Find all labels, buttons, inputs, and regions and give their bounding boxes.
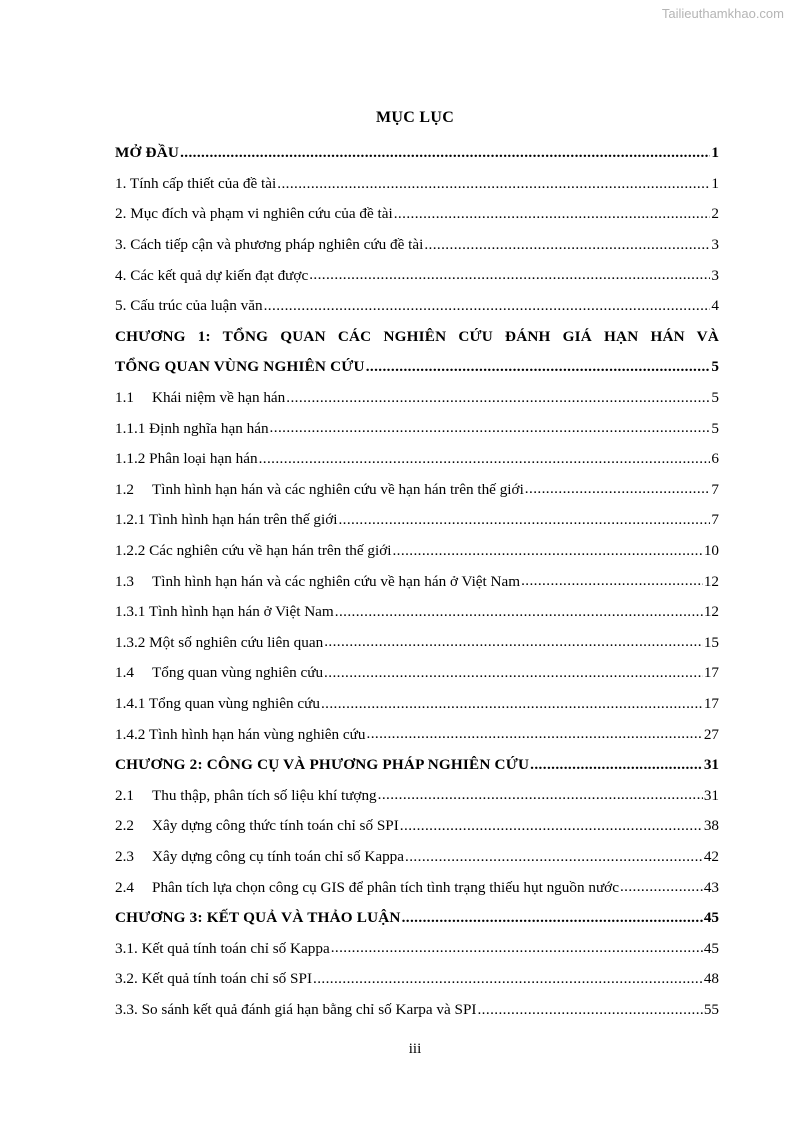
toc-entry-title: 1.3.1 Tình hình hạn hán ở Việt Nam bbox=[115, 603, 334, 621]
toc-entry-title: 1.4.1 Tổng quan vùng nghiên cứu bbox=[115, 694, 320, 712]
toc-page-number: 4 bbox=[711, 297, 719, 315]
toc-entry bbox=[115, 811, 719, 842]
toc-dot-leader bbox=[477, 1002, 702, 1019]
toc-entry bbox=[115, 536, 719, 567]
toc-entry-number: 1.3 bbox=[115, 572, 134, 590]
toc-page-number: 48 bbox=[703, 970, 719, 988]
toc-page-number: 27 bbox=[703, 725, 719, 743]
toc-entry-label: Phân tích lựa chọn công cụ GIS để phân tích tình trạng thiếu hụt nguồn nước bbox=[152, 878, 619, 896]
toc-entry bbox=[115, 444, 719, 475]
toc-dot-leader bbox=[530, 757, 703, 774]
toc-entry-number: 1.4 bbox=[115, 664, 134, 682]
toc-entry bbox=[115, 199, 719, 230]
toc-entry-title bbox=[115, 481, 524, 499]
toc-entry-title: 1.3.2 Một số nghiên cứu liên quan bbox=[115, 633, 324, 651]
toc-entry-title: 5. Cấu trúc của luận văn bbox=[115, 297, 263, 315]
toc-entry-title: 4. Các kết quả dự kiến đạt được bbox=[115, 266, 309, 284]
toc-dot-leader bbox=[264, 298, 711, 315]
toc-entry-title: 3.1. Kết quả tính toán chỉ số Kappa bbox=[115, 939, 330, 957]
toc-entry bbox=[115, 995, 719, 1026]
toc-page-number: 5 bbox=[711, 419, 719, 437]
toc-entry-title: 3. Cách tiếp cận và phương pháp nghiên cứu đề tài bbox=[115, 236, 424, 254]
toc-dot-leader bbox=[338, 512, 710, 529]
toc-dot-leader bbox=[180, 145, 710, 162]
toc-entry-title: 1.1.2 Phân loại hạn hán bbox=[115, 450, 258, 468]
toc-entry bbox=[115, 475, 719, 506]
toc-dot-leader bbox=[366, 359, 711, 376]
toc-chapter-entry bbox=[115, 138, 719, 169]
toc-entry bbox=[115, 291, 719, 322]
watermark: Tailieuthamkhao.com bbox=[661, 6, 784, 21]
toc-entry-title bbox=[115, 664, 323, 682]
toc-entry bbox=[115, 413, 719, 444]
toc-page-number: 17 bbox=[703, 664, 719, 682]
toc-entry-number: 1.2 bbox=[115, 480, 134, 498]
toc-entry-label: Thu thập, phân tích số liệu khí tượng bbox=[152, 786, 377, 804]
toc-page-number: 1 bbox=[711, 174, 719, 192]
toc-entry-label: Xây dựng công cụ tính toán chỉ số Kappa bbox=[152, 847, 405, 865]
toc-entry bbox=[115, 872, 719, 903]
toc-entry-title: CHƯƠNG 1: TỔNG QUAN CÁC NGHIÊN CỨU ĐÁNH GIÁ HẠN HÁN VÀ bbox=[115, 327, 719, 345]
toc-dot-leader bbox=[324, 665, 703, 682]
toc-page-number: 12 bbox=[703, 572, 719, 590]
toc-page-number: 6 bbox=[711, 450, 719, 468]
toc-entry bbox=[115, 566, 719, 597]
toc-entry-title: TỔNG QUAN VÙNG NGHIÊN CỨU bbox=[115, 358, 365, 376]
toc-dot-leader bbox=[525, 481, 711, 498]
toc-entry-number: 1.1 bbox=[115, 389, 134, 407]
toc-page-number: 31 bbox=[703, 786, 719, 804]
toc-entry bbox=[115, 658, 719, 689]
toc-entry bbox=[115, 169, 719, 200]
toc-dot-leader bbox=[286, 390, 710, 407]
toc-entry-title: 3.3. So sánh kết quả đánh giá hạn bằng chỉ số Karpa và SPI bbox=[115, 1000, 477, 1018]
toc-entry-title: 3.2. Kết quả tính toán chỉ số SPI bbox=[115, 970, 312, 988]
toc-entry bbox=[115, 628, 719, 659]
toc-entry bbox=[115, 260, 719, 291]
toc-dot-leader bbox=[321, 696, 703, 713]
toc-page-number: 42 bbox=[703, 847, 719, 865]
toc-entry-label: Tình hình hạn hán và các nghiên cứu về hạn hán ở Việt Nam bbox=[152, 572, 521, 590]
toc-entry bbox=[115, 719, 719, 750]
toc-dot-leader bbox=[392, 543, 702, 560]
toc-page-number: 12 bbox=[703, 603, 719, 621]
toc-entry-title bbox=[115, 848, 404, 866]
toc-page-number: 43 bbox=[703, 878, 719, 896]
toc-dot-leader bbox=[394, 206, 711, 223]
toc-entry-label: Tình hình hạn hán và các nghiên cứu về hạn hán trên thế giới bbox=[152, 480, 524, 498]
toc-entry bbox=[115, 780, 719, 811]
toc-dot-leader bbox=[324, 634, 703, 651]
toc-dot-leader bbox=[378, 787, 703, 804]
toc-chapter-entry bbox=[115, 903, 719, 934]
toc-entry-title: CHƯƠNG 2: CÔNG CỤ VÀ PHƯƠNG PHÁP NGHIÊN CỨU bbox=[115, 756, 530, 774]
toc-dot-leader bbox=[259, 451, 711, 468]
toc-entry-title bbox=[115, 573, 520, 591]
toc-entry-title bbox=[115, 879, 619, 897]
toc-entry-number: 2.4 bbox=[115, 878, 134, 896]
toc-chapter-entry bbox=[115, 750, 719, 781]
toc-entry bbox=[115, 383, 719, 414]
toc-page-number: 38 bbox=[703, 817, 719, 835]
toc-entry-number: 2.2 bbox=[115, 817, 134, 835]
page-title: MỤC LỤC bbox=[375, 109, 455, 126]
toc-page-number: 45 bbox=[703, 909, 719, 927]
toc-entry bbox=[115, 964, 719, 995]
toc-chapter-entry bbox=[115, 322, 719, 353]
toc-page-number: 15 bbox=[703, 633, 719, 651]
toc-entry-number: 2.1 bbox=[115, 786, 134, 804]
toc-page-number: 17 bbox=[703, 694, 719, 712]
toc-entry-title: CHƯƠNG 3: KẾT QUẢ VÀ THẢO LUẬN bbox=[115, 909, 401, 927]
toc-page-number: 1 bbox=[711, 144, 719, 162]
toc-entry-title bbox=[115, 817, 399, 835]
toc-chapter-entry bbox=[115, 352, 719, 383]
toc-dot-leader bbox=[405, 849, 703, 866]
toc-page-number: 5 bbox=[711, 389, 719, 407]
toc-page-number: 3 bbox=[711, 236, 719, 254]
toc-entry bbox=[115, 597, 719, 628]
toc-entry-number: 2.3 bbox=[115, 847, 134, 865]
toc-dot-leader bbox=[309, 267, 710, 284]
toc-page-number: 2 bbox=[711, 205, 719, 223]
toc-entry-title: 1.2.2 Các nghiên cứu về hạn hán trên thế giới bbox=[115, 542, 392, 560]
toc-entry bbox=[115, 689, 719, 720]
toc-dot-leader bbox=[313, 971, 703, 988]
toc-page-number: 5 bbox=[711, 358, 719, 376]
toc-entry-label: Xây dựng công thức tính toán chỉ số SPI bbox=[152, 817, 399, 835]
toc-dot-leader bbox=[270, 420, 711, 437]
toc-entry-title: 1.2.1 Tình hình hạn hán trên thế giới bbox=[115, 511, 338, 529]
toc-dot-leader bbox=[277, 176, 710, 193]
toc-page-number: 31 bbox=[703, 756, 719, 774]
toc-dot-leader bbox=[400, 818, 703, 835]
toc-entry-label: Tổng quan vùng nghiên cứu bbox=[152, 664, 324, 682]
toc-dot-leader bbox=[367, 726, 703, 743]
toc-entry bbox=[115, 505, 719, 536]
toc-entry-title bbox=[115, 389, 285, 407]
toc-page-number: 10 bbox=[703, 542, 719, 560]
toc-entry-title: 2. Mục đích và phạm vi nghiên cứu của đề tài bbox=[115, 205, 393, 223]
toc-entry-title: MỞ ĐẦU bbox=[115, 144, 180, 162]
toc-entry bbox=[115, 842, 719, 873]
toc-dot-leader bbox=[620, 879, 703, 896]
toc-entry bbox=[115, 933, 719, 964]
page-number: iii bbox=[408, 1041, 422, 1057]
toc-page-number: 7 bbox=[711, 511, 719, 529]
toc-entry-label: Khái niệm về hạn hán bbox=[152, 389, 286, 407]
toc-page-number: 3 bbox=[711, 266, 719, 284]
toc-dot-leader bbox=[424, 237, 710, 254]
toc-dot-leader bbox=[331, 940, 703, 957]
toc-dot-leader bbox=[521, 573, 703, 590]
toc-page-number: 7 bbox=[711, 480, 719, 498]
toc-page-number: 45 bbox=[703, 939, 719, 957]
table-of-contents bbox=[115, 138, 719, 1025]
toc-entry-title: 1.1.1 Định nghĩa hạn hán bbox=[115, 419, 269, 437]
toc-dot-leader bbox=[335, 604, 703, 621]
toc-entry-title: 1. Tính cấp thiết của đề tài bbox=[115, 174, 277, 192]
toc-dot-leader bbox=[402, 910, 703, 927]
toc-entry-title bbox=[115, 787, 377, 805]
toc-entry-title: 1.4.2 Tình hình hạn hán vùng nghiên cứu bbox=[115, 725, 366, 743]
toc-entry bbox=[115, 230, 719, 261]
toc-page-number: 55 bbox=[703, 1000, 719, 1018]
